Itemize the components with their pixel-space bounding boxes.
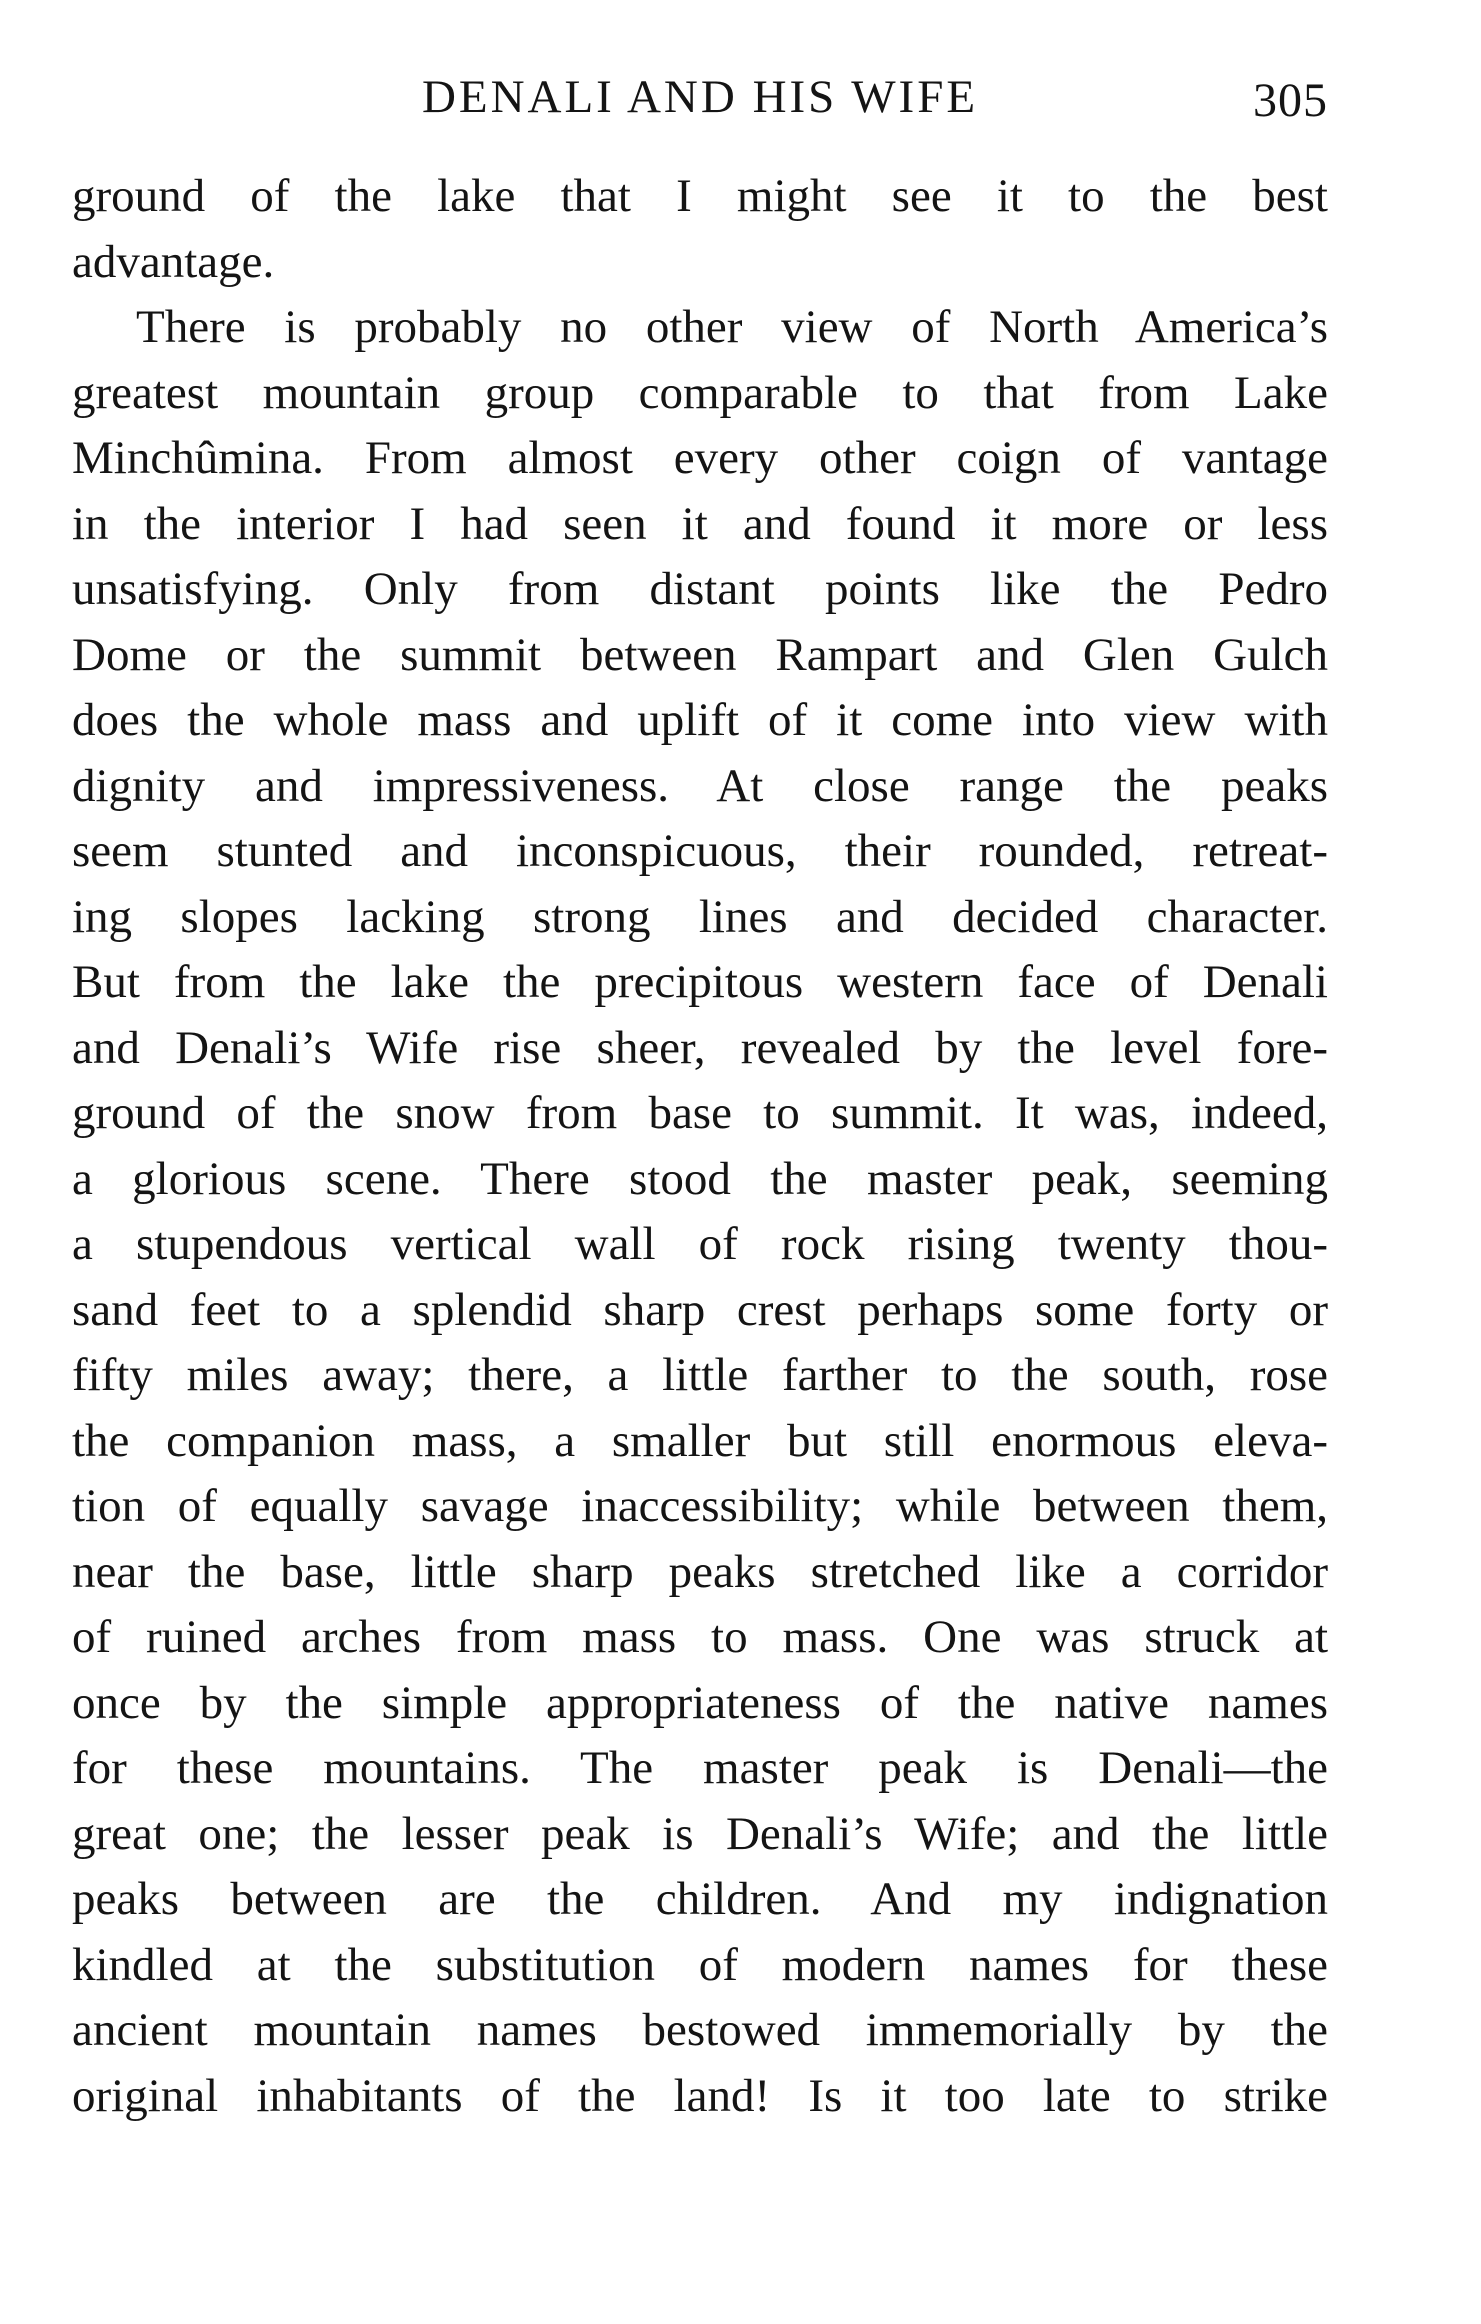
- text-line: But from the lake the precipitous western face of Denali: [72, 956, 1328, 1008]
- text-line: tion of equally savage inaccessibility; while between them,: [72, 1480, 1328, 1532]
- text-line: and Denali’s Wife rise sheer, revealed by the level fore-: [72, 1021, 1328, 1074]
- text-line: great one; the lesser peak is Denali’s Wife; and the little: [72, 1807, 1328, 1860]
- text-line: Dome or the summit between Rampart and Glen Gulch: [72, 628, 1328, 681]
- text-line: advantage.: [72, 235, 275, 288]
- text-line: Minchûmina. From almost every other coign of vantage: [72, 432, 1328, 484]
- text-line: ing slopes lacking strong lines and decided character.: [72, 890, 1328, 943]
- text-line: ground of the lake that I might see it to the best: [72, 170, 1328, 222]
- text-line: a stupendous vertical wall of rock rising twenty thou-: [72, 1218, 1328, 1270]
- text-line: in the interior I had seen it and found it more or less: [72, 497, 1328, 550]
- text-line: fifty miles away; there, a little farther to the south, rose: [72, 1349, 1328, 1401]
- text-line: original inhabitants of the land! Is it too late to strike: [72, 2069, 1328, 2122]
- text-line: kindled at the substitution of modern names for these: [72, 1938, 1328, 1991]
- text-line: sand feet to a splendid sharp crest perhaps some forty or: [72, 1283, 1328, 1336]
- running-title: DENALI AND HIS WIFE: [421, 71, 979, 123]
- text-line: for these mountains. The master peak is Denali—the: [72, 1742, 1328, 1794]
- text-line: the companion mass, a smaller but still enormous eleva-: [72, 1414, 1328, 1467]
- running-head: [72, 62, 1328, 132]
- text-line: once by the simple appropriateness of the native names: [72, 1676, 1328, 1729]
- text-line: near the base, little sharp peaks stretched like a corridor: [72, 1545, 1328, 1598]
- text-line: seem stunted and inconspicuous, their rounded, retreat-: [72, 825, 1328, 877]
- body-text: [72, 164, 1328, 2129]
- text-line: a glorious scene. There stood the master peak, seeming: [72, 1152, 1328, 1205]
- text-line: There is probably no other view of North America’s: [136, 301, 1328, 353]
- text-line: ground of the snow from base to summit. It was, indeed,: [72, 1087, 1328, 1139]
- page-number: 305: [1253, 74, 1328, 127]
- text-line: greatest mountain group comparable to that from Lake: [72, 366, 1328, 419]
- text-line: dignity and impressiveness. At close range the peaks: [72, 759, 1328, 812]
- text-line: ancient mountain names bestowed immemorially by the: [72, 2004, 1328, 2056]
- text-line: does the whole mass and uplift of it come into view with: [72, 694, 1328, 746]
- text-line: peaks between are the children. And my indignation: [72, 1873, 1328, 1925]
- text-line: unsatisfying. Only from distant points like the Pedro: [72, 563, 1328, 615]
- text-line: of ruined arches from mass to mass. One was struck at: [72, 1611, 1328, 1663]
